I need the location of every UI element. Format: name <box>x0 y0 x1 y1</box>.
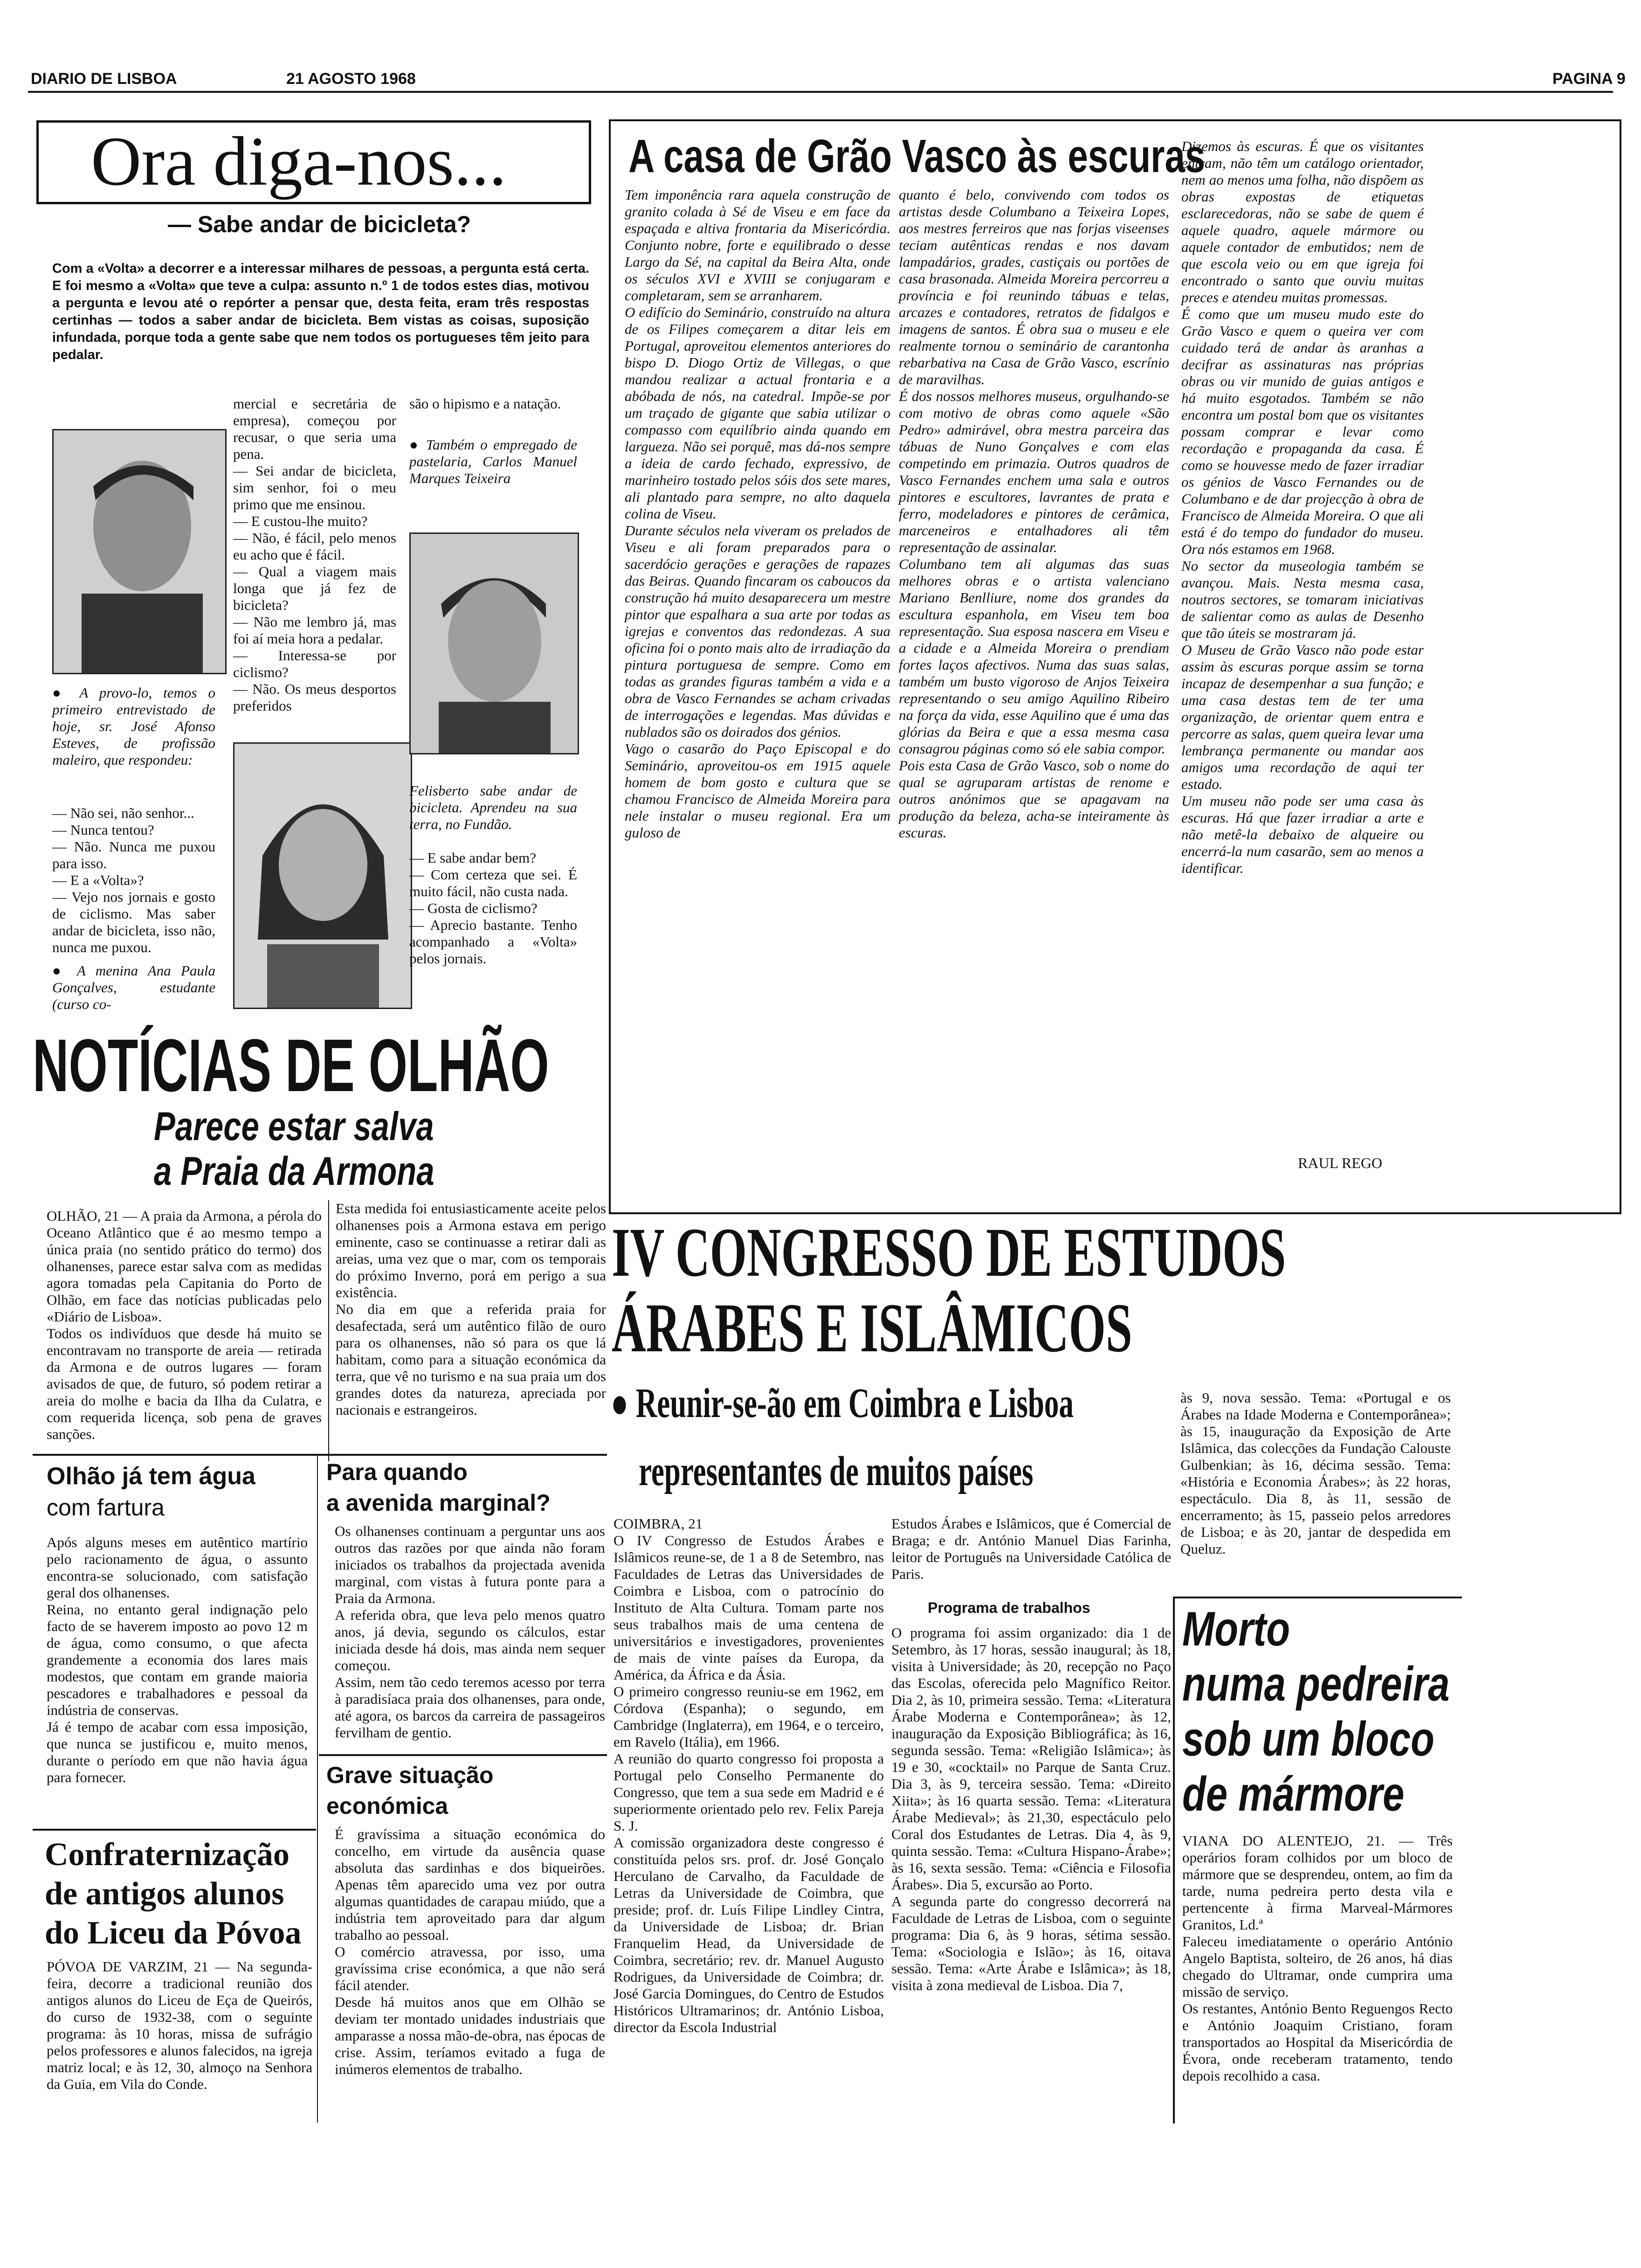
ora-col1: — Não sei, não senhor... — Nunca tentou? — Não. Nunca me puxou para isso. — E a «Volta»? — Vejo nos jornais e gosto de ciclismo. Mas saber andar de bicicleta, isso não, nunca me puxou. <box>52 805 215 955</box>
congresso-sub-2: representantes de muitos países <box>639 1448 1034 1494</box>
ora-question: — Sabe andar de bicicleta? <box>168 211 471 237</box>
ora-title: Ora diga-nos... <box>91 123 507 200</box>
grave-sub: económica <box>326 1793 448 1819</box>
photo-jose-afonso <box>52 429 227 674</box>
morto-title-1: Morto <box>1182 1602 1290 1656</box>
olhao-col2: Esta medida foi entusiasticamente aceite pelos olhanenses pois a Armona estava em perigo eminente, caso se continuasse a retirar dali as areias, uma vez que o mar, com os temporais do próximo Inverno, porá em perigo a sua existência. No dia em que a referida praia for desafectada, será um autêntico filão de ouro para os olhanenses, não só para os que lá habitam, como para a situação económica da terra, que vê no turismo e na sua praia um dos grandes dotes da natureza, apreciada por nacionais e estrangeiros. <box>336 1200 606 1418</box>
congresso-col2b: O programa foi assim organizado: dia 1 de Setembro, às 17 horas, sessão inaugural; às 18, visita à Universidade; às 20, recepção no Paço das Escolas, oferecida pelo Magnífico Reitor. Dia 2, às 10, primeira sessão. Tema: «Literatura Árabe Moderna e Contemporânea»; às 12, inauguração da Exposição Bibliográfica; às 16, segunda sessão. Tema: «Religião Islâmica»; às 19 e 30, «cocktail» no Parque de Santa Cruz. Dia 3, às 9, terceira sessão. Tema: «Direito Xiita»; às 16 quarta sessão. Tema: «Literatura Árabe Medieval»; às 21,30, espectáculo pelo Coral dos Estudantes de Letras. Dia 4, às 9, quinta sessão. Tema: «Cultura Hispano-Árabe»; às 16, sexta sessão. Tema: «Ciência e Filosofia Árabes». Dia 5, excursão ao Porto. A segunda parte do congresso decorrerá na Faculdade de Letras de Lisboa, com o seguinte programa: Dia 6, às 9 horas, sétima sessão. Tema: «Sociologia e Islão»; às 16, oitava sessão. Tema: «Arte Árabe e Islâmica»; às 18, visita à zona medieval de Lisboa. Dia 7, <box>891 1625 1171 1993</box>
morto-title-2: numa pedreira <box>1182 1657 1450 1711</box>
olhao-col-rule <box>328 1200 329 1461</box>
photo-ana-paula <box>233 742 412 1009</box>
congresso-title-1: IV CONGRESSO DE ESTUDOS <box>612 1214 1286 1291</box>
morto-text: VIANA DO ALENTEJO, 21. — Três operários foram colhidos por um bloco de mármore que se desprendeu, ontem, ao fim da tarde, numa pedreira perto desta vila e pertencente à firma Marveal-Mármores Granitos, Ld.ª Faleceu imediatamente o operário António Angelo Baptista, solteiro, de 26 anos, há dias chegado do Ultramar, onde cumprira uma missão de serviço. Os restantes, António Bento Reguengos Recto e António Joaquim Cristiano, foram transportados ao Hospital da Misericórdia de Évora, onde receberam tratamento, tendo depois recolhido a casa. <box>1182 1832 1453 2084</box>
marg-title: Para quando <box>326 1459 468 1485</box>
grao-title: A casa de Grão Vasco às escuras <box>628 130 1206 182</box>
grao-col3: Dizemos às escuras. É que os visitantes entram, não têm um catálogo orientador, nem ao menos uma folha, não dispõem as obras expostas de etiquetas esclarecedoras, não se sabe de quem é aquele quadro, aquele mármore ou aquele contador de embutidos; nem de que escola veio ou em que igreja foi encontrado o santo que ouviu muitas preces e atendeu muitas promessas. É como que um museu mudo este do Grão Vasco e quem o queira ver com cuidado terá de andar às aranhas a decifrar as assinaturas nas próprias obras ou vir munido de guias antigos e há muito esgotados. Também se não encontra um postal bom que os visitantes possam comprar e levar como recordação e propaganda da casa. É como se houvesse medo de fazer irradiar os génios de Vasco Fernandes ou de Columbano e de dar projecção à obra de Francisco de Almeida Moreira. O que ali está é do tempo do fundador do museu. Ora nós estamos em 1968. No sector da museologia também se avançou. Mais. Nesta mesma casa, noutros sectores, se tomaram iniciativas de salientar como as aulas de Desenho que tão úteis se mostraram já. O Museu de Grão Vasco não pode estar assim às escuras porque assim se torna incapaz de desempenhar a sua função; e uma casa destas tem de ter uma organização, de orientar quem entra e percorre as salas, quem queira levar uma lembrança permanente ou mandar aos amigos uma recordação de aqui ter estado. Um museu não pode ser uma casa às escuras. Há que fazer irradiar a arte e não metê-la debaixo de alqueire ou encerrá-la num casarão, sem ao menos a identificar. <box>1181 138 1424 876</box>
congresso-title-2: ÁRABES E ISLÂMICOS <box>612 1289 1132 1367</box>
ora-intro: Com a «Volta» a decorrer e a interessar milhares de pessoas, a pergunta está certa. E foi mesmo a «Volta» que teve a culpa: assunto n.º 1 de todos estes dias, motivou a pergunta e levou até o repórter a pensar que, desta feita, eram três respostas certinhas — todos a saber andar de bicicleta. Bem vistas as coisas, suposição infundada, porque toda a gente sabe que nem todos os portugueses têm jeito para pedalar. <box>52 261 589 362</box>
ora-col2: mercial e secretária de empresa), começou por recusar, o que seria uma pena. — Sei andar de bicicleta, sim senhor, foi o meu primo que me ensinou. — E custou-lhe muito? — Não, é fácil, pelo menos eu acho que é fácil. — Qual a viagem mais longa que já fez de bicicleta? — Não me lembro já, mas foi aí meia hora a pedalar. — Interessa-se por ciclismo? — Não. Os meus desportos preferidos <box>233 395 396 714</box>
ora-caption-4: Felisberto sabe andar de bicicleta. Aprendeu na sua terra, no Fundão. <box>409 782 577 832</box>
agua-text: Após alguns meses em autêntico martírio pelo racionamento de água, o assunto encontra-se solucionado, com satisfação geral dos olhanenses. Reina, no entanto geral indignação pelo facto de se haverem imposto ao povo 12 m de água, como consumo, o que afecta grandemente a economia dos lares mais modestos, que contam em grande maioria pescadores e trabalhadores e pessoal da indústria de conservas. Já é tempo de acabar com essa imposição, que nunca se justificou e, muito menos, durante o período em que não havia água para fornecer. <box>47 1534 308 1785</box>
ora-col3b: — E sabe andar bem? — Com certeza que sei. É muito fácil, não custa nada. — Gosta de ciclismo? — Aprecio bastante. Tenho acompanhado a «Volta» pelos jornais. <box>409 850 577 967</box>
congresso-col1: COIMBRA, 21 O IV Congresso de Estudos Árabes e Islâmicos reune-se, de 1 a 8 de Setembro, nas Faculdades de Letras das Universidades de Coimbra e Lisboa, com o patrocínio do Instituto de Alta Cultura. Tomam parte nos seus trabalhos mais de uma centena de universitários e investigadores, provenientes de mais de vinte países da Europa, da América, da África e da Ásia. O primeiro congresso reuniu-se em 1962, em Córdova (Espanha); o segundo, em Cambridge (Inglaterra), em 1964, e o terceiro, em Ravelo (Itália), em 1966. A reunião do quarto congresso foi proposta a Portugal pelo Conselho Permanente do Congresso, que tem a sua sede em Madrid e é superiormente orientado pelo rev. Felix Pareja S. J. A comissão organizadora deste congresso é constituída pelos srs. prof. dr. José Gonçalo Herculano de Carvalho, da Faculdade de Letras da Universidade de Coimbra, que preside; prof. dr. Luís Filipe Lindley Cintra, da Universidade de Lisboa; dr. Brian Franquelim Head, da Universidade de Coimbra, secretário; rev. dr. Manuel Augusto Rodrigues, da Universidade de Coimbra; dr. José Garcia Domingues, do Centro de Estudos Históricos Ultramarinos; dr. António Lisboa, director da Escola Industrial <box>614 1515 884 2035</box>
grao-author: RAUL REGO <box>1298 1155 1383 1171</box>
olhao-col1: OLHÃO, 21 — A praia da Armona, a pérola do Oceano Atlântico que é ao mesmo tempo a única praia (no sentido prático do termo) dos olhanenses, parece estar salva com as medidas agora tomadas pela Capitania do Porto de Olhão, em face das notícias publicadas pelo «Diário de Lisboa». Todos os indivíduos que desde há muito se encontravam no transporte de areia — retirada da Armona e de outros lugares — foram avisados de que, de futuro, só podem retirar a areia do molhe e bacia da Ilha da Culatra, e com requerida licença, sob pena de graves sanções. <box>47 1208 322 1442</box>
morto-title-3: sob um bloco <box>1182 1712 1434 1766</box>
masthead-page: PAGINA 9 <box>1552 70 1626 88</box>
ora-title-box <box>36 120 591 204</box>
ora-caption-2: ● A menina Ana Paula Gonçalves, estudante (curso co- <box>52 962 215 1012</box>
grave-rule <box>319 1754 607 1756</box>
marg-text: Os olhanenses continuam a perguntar uns aos outros das razões por que ainda não foram iniciados os trabalhos da projectada avenida marginal, com vistas à futura ponte para a Praia da Armona. A referida obra, que leva pelo menos quatro anos, já devia, segundo os cálculos, estar iniciada desde há dois, mas ainda nem sequer começou. Assim, nem tão cedo teremos acesso por terra à paradisíaca praia dos olhanenses, para onde, até agora, os barcos da carreira de passageiros fervilham de gentio. <box>335 1523 605 1741</box>
olhao-rule-1 <box>33 1454 607 1456</box>
agua-sub: com fartura <box>47 1494 165 1521</box>
agua-title: Olhão já tem água <box>47 1463 255 1490</box>
congresso-col3: às 9, nova sessão. Tema: «Portugal e os Árabes na Idade Moderna e Contemporânea»; às 15, inauguração da Exposição de Arte Islâmica, das colecções da Fundação Calouste Gulbenkian; às 16, décima sessão. Tema: «História e Economia Árabes»; às 22 horas, espectáculo. Dia 8, às 11, sessão de encerramento; às 15, passeio pelos arredores de Lisboa; e às 20, jantar de despedida em Queluz. <box>1180 1390 1451 1557</box>
morto-top-rule <box>1173 1597 1462 1598</box>
povoa-rule <box>33 1829 316 1831</box>
congresso-title-2-wrap <box>612 1289 1311 1367</box>
povoa-title-1: Confraternização <box>45 1837 290 1873</box>
olhao-col-rule-2 <box>317 1456 318 2123</box>
ora-caption-3: ● Também o empregado de pastelaria, Carlos Manuel Marques Teixeira <box>409 436 577 486</box>
marg-sub: a avenida marginal? <box>326 1490 551 1516</box>
grao-col2: quanto é belo, convivendo com todos os artistas desde Columbano a Teixeira Lopes, aos mestres ferreiros que nas forjas viseenses teciam autênticas rendas e nos davam lampadários, grades, castiçais ou portões de casa brasonada. Almeida Moreira percorreu a província e foi reunindo tábuas e telas, arcazes e contadores, retratos de fidalgos e imagens de santos. É obra sua o museu e ele realmente tornou o seminário de carantonha rebarbativa na Casa de Grão Vasco, escrínio de maravilhas. É dos nossos melhores museus, orgulhando-se com motivo de obras como aquele «São Pedro» admirável, obra mestra parceira das tábuas de Nuno Gonçalves e com elas competindo em primazia. Outros quadros de Vasco Fernandes enchem uma sala e outros pintores e escultores, lavrantes de prata e ferro, modeladores e pintores de cerâmica, marceneiros e entalhadores ali têm representação de assinalar. Columbano tem ali algumas das suas melhores obras e o artista valenciano Mariano Benlliure, nome dos grandes da escultura espanhola, em Viseu tem boa representação. Sua esposa nascera em Viseu e a cidade e a Almeida Moreira o prendiam fortes laços afectivos. Numa das suas salas, também um busto vigoroso de Anjos Teixeira representando o seu amigo Aquilino Ribeiro na força da vida, esse Aquilino que é uma das glórias da Beira e que a essa mesma casa consagrou páginas como só ele sabia compor. Pois esta Casa de Grão Vasco, sob o nome do qual se agruparam artistas de renome e outros anónimos que se apagavam na produção da beleza, acha-se inteiramente às escuras. <box>899 187 1169 841</box>
grave-title: Grave situação <box>326 1762 494 1788</box>
povoa-title-2: de antigos alunos <box>45 1876 284 1912</box>
ora-caption-1: ● A provo-lo, temos o primeiro entrevistado de hoje, sr. José Afonso Esteves, de profissão maleiro, que respondeu: <box>52 685 215 768</box>
olhao-title-wrap <box>33 1023 592 1107</box>
masthead-date: 21 AGOSTO 1968 <box>286 70 416 88</box>
grave-text: É gravíssima a situação económica do concelho, em virtude da ausência quase absoluta das sardinhas e dos biqueirões. Apenas têm aparecido uma vez por outra algumas quantidades de carapau miúdo, que a indústria tem aproveitado para dar algum trabalho ao pessoal. O comércio atravessa, por isso, uma gravíssima crise económica, a que não será fácil atender. Desde há muitos anos que em Olhão se deviam ter montado unidades industriais que amparasse a nossa mão-de-obra, nas épocas de crise. Assim, teríamos evitado a fuga de inúmeros elementos de trabalho. <box>335 1826 605 2077</box>
ora-col3a: são o hipismo e a natação. <box>409 395 561 412</box>
olhao-sub2: a Praia da Armona <box>154 1149 434 1194</box>
morto-left-rule <box>1173 1597 1175 2123</box>
congresso-sub-1: ● Reunir-se-ão em Coimbra e Lisboa <box>611 1380 1074 1426</box>
olhao-sub1: Parece estar salva <box>154 1104 434 1149</box>
congresso-col2a: Estudos Árabes e Islâmicos, que é Comercial de Braga; e dr. António Manuel Dias Farinha, leitor de Português na Universidade Católica de Paris. <box>891 1515 1171 1582</box>
prog-title: Programa de trabalhos <box>928 1599 1090 1616</box>
grao-col1: Tem imponência rara aquela construção de granito colada à Sé de Viseu e em face da espaçada e altiva frontaria da Misericórdia. Conjunto nobre, forte e equilibrado o desse Largo da Sé, na capital da Beira Alta, onde os séculos XVI e XVIII se conjugaram e completaram, sem se arranharem. O edifício do Seminário, construído na altura de os Filipes começarem a ditar leis em Portugal, aproveitou elementos anteriores do bispo D. Diogo Ortiz de Villegas, o que mandou realizar a actual frontaria e a abóbada de nós, na catedral. Impõe-se por um traçado de gigante que sabia utilizar o compasso com equilíbrio ainda quando em largueza. Não sei porquê, mas dá-nos sempre a ideia de cardo fechado, expressivo, de marinheiro tostado pelos sóis dos sete mares, ali plantado para sempre, no alto daquela colina de Viseu. Durante séculos nela viveram os prelados de Viseu e ali foram preparados para o sacerdócio gerações e gerações de rapazes das Beiras. Quando fincaram os caboucos da construção há muito desaparecera um mestre pintor que espalhara a sua arte por todas as igrejas e conventos das redondezas. A sua oficina foi o ponto mais alto de irradiação da pintura portuguesa de sempre. Como em todas as grandes figuras também a vida e a obra de Vasco Fernandes se acham crivadas de interrogações e legendas. Mas dúvidas e nublados são os doirados dos génios. Vago o casarão do Paço Episcopal e do Seminário, aproveitou-os em 1915 aquele homem de bom gosto e cultura que se chamou Francisco de Almeida Moreira para nele instalar o museu regional. Era um guloso de <box>625 187 890 841</box>
masthead-rule <box>28 91 1613 93</box>
congresso-title-1-wrap <box>612 1214 1614 1291</box>
photo-carlos-manuel <box>409 532 579 754</box>
grao-title-wrap <box>628 130 1206 182</box>
povoa-title-3: do Liceu da Póvoa <box>45 1915 302 1951</box>
olhao-title: NOTÍCIAS DE OLHÃO <box>33 1023 549 1107</box>
povoa-text: PÓVOA DE VARZIM, 21 — Na segunda-feira, decorre a tradicional reunião dos antigos alunos do Liceu de Eça de Queirós, do curso de 1932-38, com o seguinte programa: às 10 horas, missa de sufrágio pelos professores e alunos falecidos, na igreja matriz local; e às 12, 30, almoço na Senhora da Guia, em Vila do Conde. <box>47 1958 312 2092</box>
morto-title-4: de mármore <box>1182 1767 1405 1821</box>
masthead-paper: DIARIO DE LISBOA <box>31 70 177 88</box>
